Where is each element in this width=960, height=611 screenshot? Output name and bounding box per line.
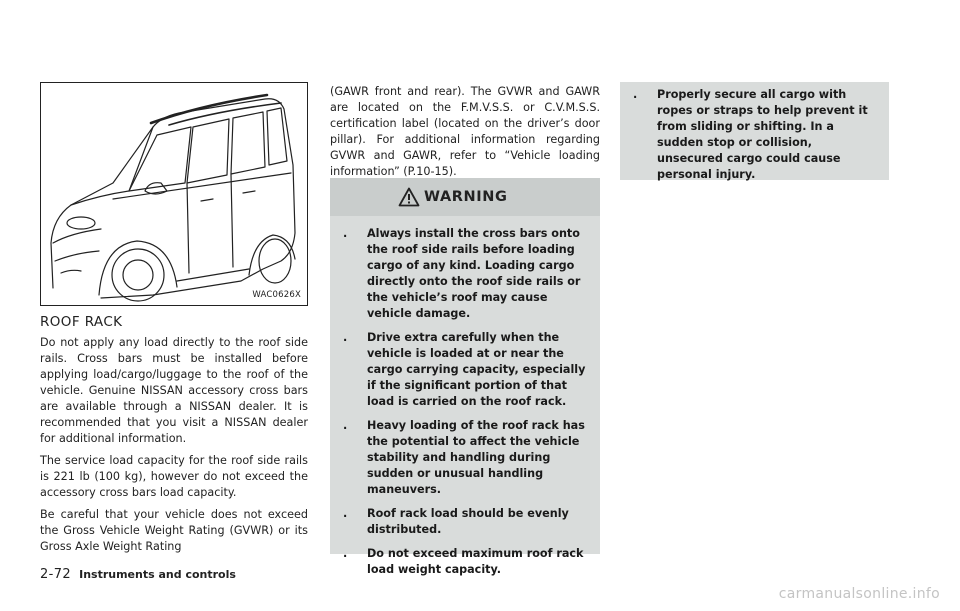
warning-item <box>330 226 600 322</box>
warning-triangle-icon <box>398 187 420 207</box>
paragraph-load-capacity: The service load capacity for the roof side rails is 221 lb (100 kg), however do not exceed the accessory cross bars load capacity. <box>40 454 308 499</box>
section-title: ROOF RACK <box>40 314 123 330</box>
warning-header <box>330 178 600 216</box>
warning-box <box>330 178 600 576</box>
caution-item <box>620 82 889 183</box>
figure-code: WAC0626X <box>252 290 301 300</box>
warning-item <box>330 330 600 410</box>
warning-item-text: Heavy loading of the roof rack has the potential to affect the vehicle stability and handling during sudden or unusual handling maneuvers. <box>367 419 585 496</box>
bullet-marker: . <box>343 331 348 344</box>
suv-line-drawing <box>41 83 307 305</box>
paragraph-gvwr-continued: (GAWR front and rear). The GVWR and GAWR are located on the F.M.V.S.S. or C.V.M.S.S. certification label (located on the driver’s door pillar). For additional information regarding GVWR and GAWR, refer to “Vehicle loading information” (P.10-15). <box>330 85 600 178</box>
warning-item-text: Roof rack load should be evenly distributed. <box>367 507 569 536</box>
bullet-marker: . <box>633 88 638 101</box>
warning-item-text: Always install the cross bars onto the roof side rails before loading cargo of any kind. Loading cargo directly onto the roof side rails or the vehicle’s roof may cause vehicle damage. <box>367 227 581 320</box>
warning-item-text: Drive extra carefully when the vehicle is loaded at or near the cargo carrying capacity, especially if the significant portion of that load is carried on the roof rack. <box>367 331 586 408</box>
warning-title: WARNING <box>424 189 508 205</box>
paragraph-gvwr <box>40 507 308 555</box>
cargo-caution-box <box>620 82 889 180</box>
warning-item <box>330 506 600 538</box>
watermark: carmanualsonline.info <box>778 586 940 602</box>
body-column-1 <box>40 335 308 561</box>
paragraph-roof-side-rails: Do not apply any load directly to the roof side rails. Cross bars must be installed before applying load/cargo/luggage to the roof of the vehicle. Genuine NISSAN accessory cross bars are available through a NISSAN dealer. It is recommended that you visit a NISSAN dealer for additional information. <box>40 336 308 445</box>
warning-item-text: Do not exceed maximum roof rack load weight capacity. <box>367 547 584 576</box>
warning-list <box>330 226 600 586</box>
body-column-2 <box>330 84 600 186</box>
chapter-title: Instruments and controls <box>79 568 236 581</box>
page-number: 2-72 <box>40 567 72 582</box>
bullet-marker: . <box>343 419 348 432</box>
paragraph-gvwr-part-1: Be careful that your vehicle does not exceed the Gross Vehicle Weight Rating (GVWR) or its Gross Axle Weight Rating <box>40 508 308 553</box>
page-footer <box>40 567 236 582</box>
vehicle-roof-rack-figure <box>40 82 308 306</box>
warning-item <box>330 418 600 498</box>
caution-item-text: Properly secure all cargo with ropes or straps to help prevent it from sliding or shifting. In a sudden stop or collision, unsecured cargo could cause personal injury. <box>657 88 868 181</box>
bullet-marker: . <box>343 547 348 560</box>
bullet-marker: . <box>343 507 348 520</box>
bullet-marker: . <box>343 227 348 240</box>
warning-item <box>330 546 600 578</box>
